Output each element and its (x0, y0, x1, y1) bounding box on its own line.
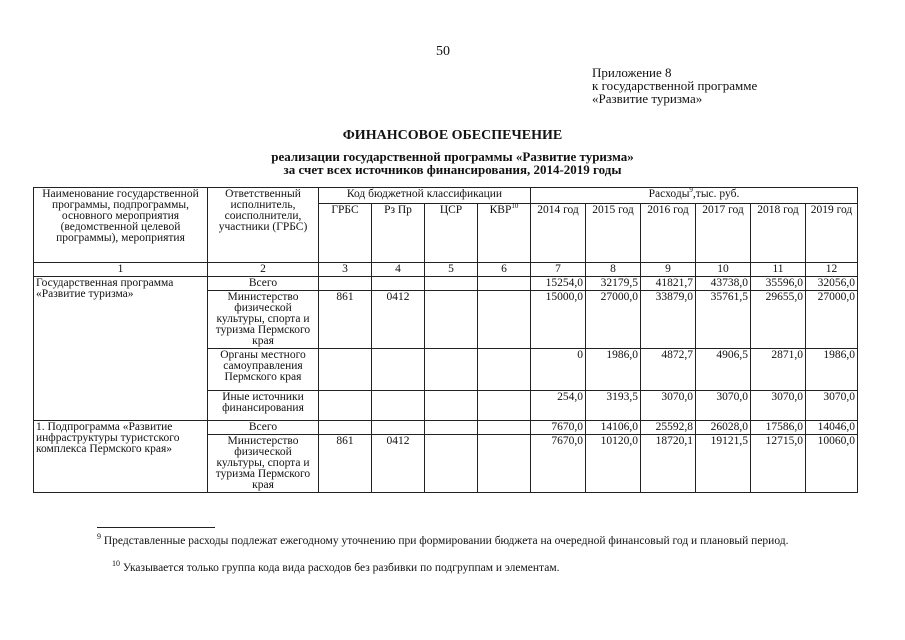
kvr-cell (478, 277, 531, 291)
header-kvr-footnote-ref: 10 (511, 202, 519, 211)
header-executor: Ответственный исполнитель, соисполнители, участники (ГРБС) (208, 188, 319, 263)
rzpr-cell (372, 391, 425, 421)
value-cell: 7670,0 (531, 435, 586, 493)
rzpr-cell (372, 421, 425, 435)
header-year: 2017 год (696, 204, 751, 263)
header-kvr-label: КВР (489, 204, 512, 216)
grbs-cell (319, 391, 372, 421)
column-number: 5 (425, 263, 478, 277)
rzpr-cell (372, 277, 425, 291)
column-number: 3 (319, 263, 372, 277)
value-cell: 25592,8 (641, 421, 696, 435)
kvr-cell (478, 391, 531, 421)
value-cell: 4906,5 (696, 349, 751, 391)
kvr-cell (478, 421, 531, 435)
subtitle-line-2: за счет всех источников финансирования, 2014-2019 годы (283, 162, 622, 177)
document-title: ФИНАНСОВОЕ ОБЕСПЕЧЕНИЕ (342, 128, 563, 143)
column-number: 10 (696, 263, 751, 277)
column-number-row (34, 263, 858, 277)
rzpr-cell: 0412 (372, 435, 425, 493)
footnote (112, 559, 872, 574)
value-cell: 4872,7 (641, 349, 696, 391)
header-kvr (478, 204, 531, 263)
column-number: 12 (806, 263, 858, 277)
value-cell: 27000,0 (586, 291, 641, 349)
value-cell: 26028,0 (696, 421, 751, 435)
value-cell: 35596,0 (751, 277, 806, 291)
value-cell: 29655,0 (751, 291, 806, 349)
grbs-cell (319, 277, 372, 291)
kvr-cell (478, 349, 531, 391)
value-cell: 3193,5 (586, 391, 641, 421)
value-cell: 10060,0 (806, 435, 858, 493)
footnote-number: 9 (97, 532, 101, 542)
grbs-cell: 861 (319, 435, 372, 493)
value-cell: 35761,5 (696, 291, 751, 349)
table-row (34, 277, 858, 291)
header-grbs: ГРБС (319, 204, 372, 263)
financing-table (33, 187, 858, 493)
value-cell: 3070,0 (641, 391, 696, 421)
value-cell: 17586,0 (751, 421, 806, 435)
header-year: 2016 год (641, 204, 696, 263)
kvr-cell (478, 435, 531, 493)
grbs-cell (319, 349, 372, 391)
footnote-text: Представленные расходы подлежат ежегодному уточнению при формировании бюджета на очередной финансовый год и плановый период. (103, 535, 789, 547)
csr-cell (425, 435, 478, 493)
footnote-separator (97, 527, 215, 528)
value-cell: 3070,0 (696, 391, 751, 421)
subprogram-name: 1. Подпрограмма «Развитие инфраструктуры туристского комплекса Пермского края» (34, 421, 208, 493)
header-expenses-unit: ,тыс. руб. (692, 188, 740, 200)
page-number: 50 (436, 44, 450, 59)
header-year: 2018 год (751, 204, 806, 263)
value-cell: 12715,0 (751, 435, 806, 493)
column-number: 8 (586, 263, 641, 277)
value-cell: 14046,0 (806, 421, 858, 435)
value-cell: 7670,0 (531, 421, 586, 435)
rzpr-cell: 0412 (372, 291, 425, 349)
value-cell: 0 (531, 349, 586, 391)
value-cell: 15000,0 (531, 291, 586, 349)
subtitle-line-1: реализации государственной программы «Развитие туризма» (271, 149, 634, 164)
kvr-cell (478, 291, 531, 349)
value-cell: 43738,0 (696, 277, 751, 291)
value-cell: 254,0 (531, 391, 586, 421)
value-cell: 27000,0 (806, 291, 858, 349)
value-cell: 10120,0 (586, 435, 641, 493)
column-number: 11 (751, 263, 806, 277)
program-name: Государственная программа «Развитие туризма» (34, 277, 208, 421)
footnote-text: Указывается только группа кода вида расходов без разбивки по подгруппам и элементам. (122, 562, 560, 574)
header-csr: ЦСР (425, 204, 478, 263)
value-cell: 19121,5 (696, 435, 751, 493)
csr-cell (425, 391, 478, 421)
header-code-group: Код бюджетной классификации (319, 188, 531, 204)
appendix-caption (592, 66, 757, 105)
table-row (34, 421, 858, 435)
value-cell: 15254,0 (531, 277, 586, 291)
column-number: 6 (478, 263, 531, 277)
appendix-line-2: к государственной программе (592, 78, 758, 93)
value-cell: 3070,0 (751, 391, 806, 421)
executor-cell: Всего (208, 421, 319, 435)
header-expenses (531, 188, 858, 204)
executor-cell: Всего (208, 277, 319, 291)
header-year: 2019 год (806, 204, 858, 263)
value-cell: 33879,0 (641, 291, 696, 349)
column-number: 7 (531, 263, 586, 277)
header-name: Наименование государственной программы, подпрограммы, основного мероприятия (ведомственной целевой программы), мероприятия (34, 188, 208, 263)
header-expenses-footnote-ref: 9 (689, 186, 693, 195)
appendix-line-1: Приложение 8 (592, 65, 672, 80)
csr-cell (425, 277, 478, 291)
grbs-cell: 861 (319, 291, 372, 349)
footnote-number: 10 (112, 559, 120, 569)
value-cell: 14106,0 (586, 421, 641, 435)
value-cell: 1986,0 (806, 349, 858, 391)
value-cell: 41821,7 (641, 277, 696, 291)
header-year: 2014 год (531, 204, 586, 263)
value-cell: 3070,0 (806, 391, 858, 421)
value-cell: 2871,0 (751, 349, 806, 391)
value-cell: 18720,1 (641, 435, 696, 493)
executor-cell: Органы местного самоуправления Пермского края (208, 349, 319, 391)
header-expenses-label: Расходы (648, 188, 690, 200)
header-rzpr: Рз Пр (372, 204, 425, 263)
value-cell: 32179,5 (586, 277, 641, 291)
csr-cell (425, 421, 478, 435)
value-cell: 1986,0 (586, 349, 641, 391)
column-number: 9 (641, 263, 696, 277)
footnote (97, 534, 857, 549)
document-subtitle (0, 150, 905, 176)
rzpr-cell (372, 349, 425, 391)
executor-cell: Министерство физической культуры, спорта и туризма Пермского края (208, 291, 319, 349)
csr-cell (425, 349, 478, 391)
csr-cell (425, 291, 478, 349)
value-cell: 32056,0 (806, 277, 858, 291)
column-number: 1 (34, 263, 208, 277)
appendix-line-3: «Развитие туризма» (592, 91, 703, 106)
executor-cell: Министерство физической культуры, спорта и туризма Пермского края (208, 435, 319, 493)
executor-cell: Иные источники финансирования (208, 391, 319, 421)
column-number: 2 (208, 263, 319, 277)
grbs-cell (319, 421, 372, 435)
column-number: 4 (372, 263, 425, 277)
header-year: 2015 год (586, 204, 641, 263)
